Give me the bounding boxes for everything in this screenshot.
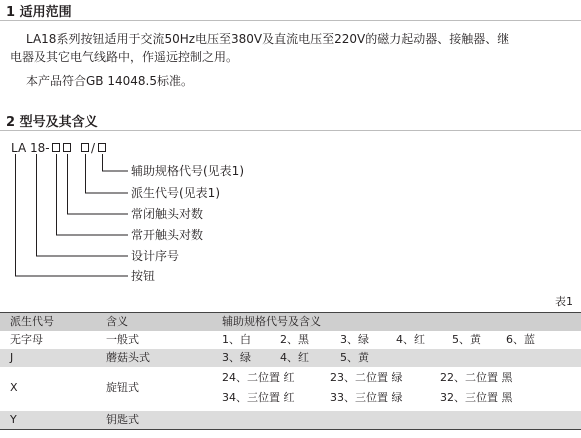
aux-item: 32、三位置 黑: [440, 391, 513, 404]
aux-item: 3、绿: [340, 333, 369, 346]
table-header-row: [0, 313, 581, 331]
table-caption: 表1: [555, 295, 573, 308]
aux-item: 1、白: [222, 333, 251, 346]
row-code: 无字母: [10, 333, 43, 346]
label-button: 按钮: [131, 269, 156, 283]
aux-item: 4、红: [280, 351, 309, 364]
section-1-header: [0, 0, 581, 21]
aux-item: 34、三位置 红: [222, 391, 295, 404]
header-meaning: 含义: [106, 315, 128, 328]
header-aux-spec: 辅助规格代号及含义: [222, 315, 321, 328]
row-code: J: [10, 351, 14, 364]
label-aux-spec-code: 辅助规格代号(见表1): [131, 164, 244, 178]
row-meaning: 一般式: [106, 333, 139, 346]
aux-item: 33、三位置 绿: [330, 391, 403, 404]
code-slash: /: [91, 141, 96, 155]
section-1-paragraph-line-1: LA18系列按钮适用于交流50Hz电压至380V及直流电压至220V的磁力起动器、接触器、继: [26, 32, 510, 46]
aux-item: 2、黑: [280, 333, 309, 346]
section-2-header: [0, 110, 581, 131]
table-row: [0, 349, 581, 367]
aux-item: 3、绿: [222, 351, 251, 364]
aux-item: 22、二位置 黑: [440, 371, 513, 384]
table-row: [0, 331, 581, 349]
row-meaning: 钥匙式: [106, 413, 139, 426]
table-row: [0, 367, 581, 411]
table-row: [0, 411, 581, 429]
row-code: Y: [10, 413, 17, 426]
label-normally-closed-pairs: 常闭触头对数: [131, 207, 204, 221]
section-1-paragraph-line-2: 电器及其它电气线路中，作遥远控制之用。: [10, 50, 239, 64]
section-1-title: 1 适用范围: [6, 5, 72, 20]
label-derivative-code: 派生代号(见表1): [131, 186, 220, 200]
model-code-diagram: [0, 140, 320, 290]
table-bottom-rule: [0, 429, 581, 430]
row-code: X: [10, 381, 18, 394]
row-meaning: 旋钮式: [106, 381, 139, 394]
model-code-prefix: LA 18-: [11, 141, 50, 155]
label-design-serial: 设计序号: [131, 249, 180, 263]
section-1-standard-line: 本产品符合GB 14048.5标准。: [26, 74, 193, 88]
aux-item: 23、二位置 绿: [330, 371, 403, 384]
aux-item: 4、红: [396, 333, 425, 346]
row-meaning: 蘑菇头式: [106, 351, 150, 364]
aux-item: 5、黄: [340, 351, 369, 364]
aux-item: 5、黄: [452, 333, 481, 346]
label-normally-open-pairs: 常开触头对数: [131, 228, 204, 242]
aux-item: 6、蓝: [506, 333, 535, 346]
section-2-title: 2 型号及其含义: [6, 115, 98, 130]
aux-item: 24、二位置 红: [222, 371, 295, 384]
header-derivative-code: 派生代号: [10, 315, 54, 328]
